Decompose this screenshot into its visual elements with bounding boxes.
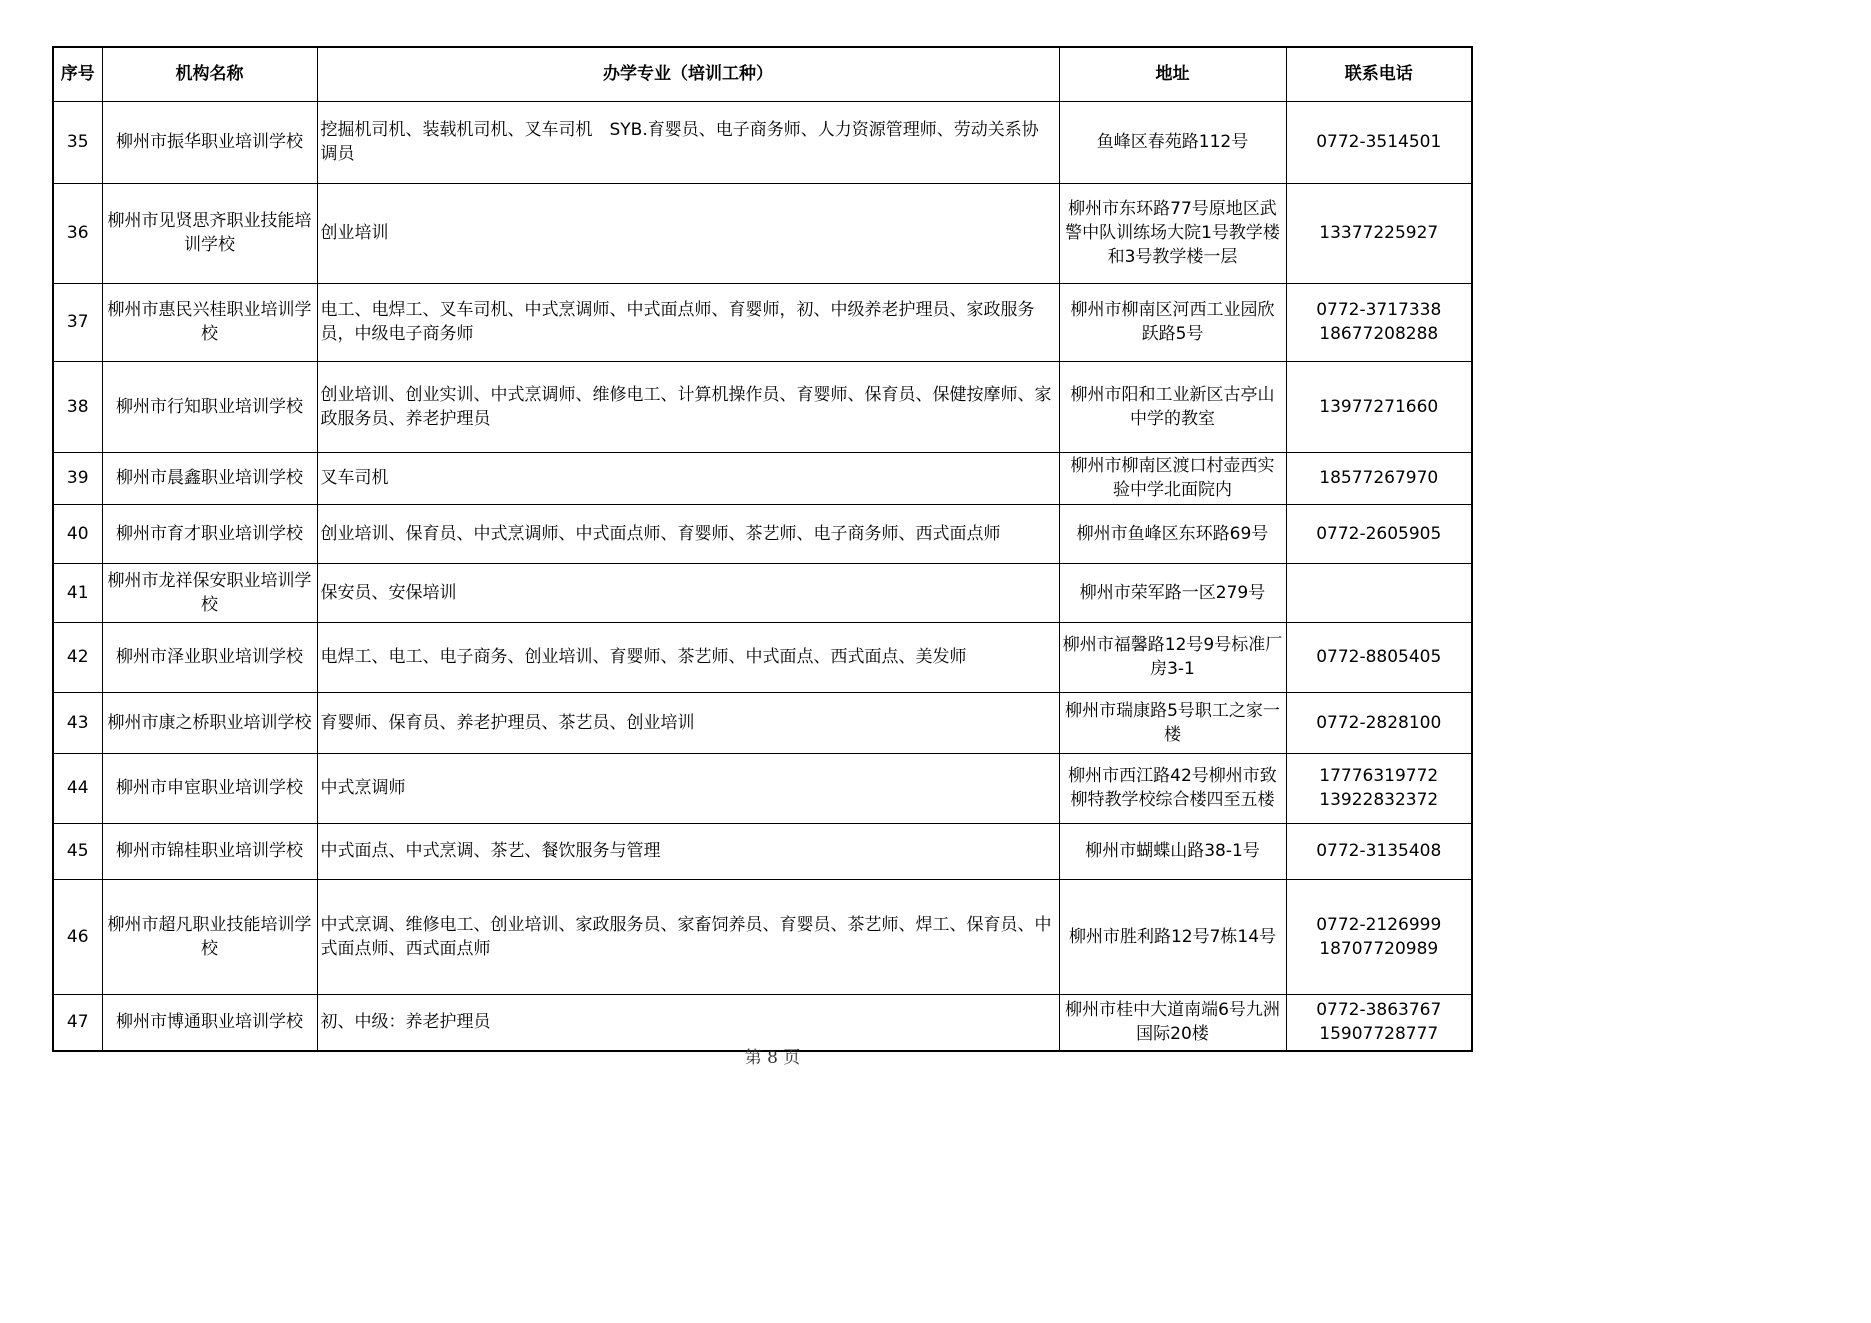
cell-serial-number: 36: [53, 183, 102, 283]
cell-institution-name: 柳州市泽业职业培训学校: [102, 622, 317, 692]
cell-phone: 13977271660: [1286, 361, 1472, 452]
cell-programs: 中式烹调、维修电工、创业培训、家政服务员、家畜饲养员、育婴员、茶艺师、焊工、保育员、中式面点师、西式面点师: [317, 879, 1059, 994]
cell-phone: 17776319772 13922832372: [1286, 753, 1472, 823]
cell-address: 柳州市西江路42号柳州市致柳特教学校综合楼四至五楼: [1059, 753, 1286, 823]
cell-serial-number: 37: [53, 283, 102, 361]
cell-serial-number: 39: [53, 452, 102, 504]
cell-address: 柳州市鱼峰区东环路69号: [1059, 504, 1286, 563]
cell-address: 柳州市瑞康路5号职工之家一楼: [1059, 692, 1286, 753]
cell-serial-number: 40: [53, 504, 102, 563]
table-body: [53, 101, 1472, 1051]
cell-institution-name: 柳州市康之桥职业培训学校: [102, 692, 317, 753]
table-row: [53, 692, 1472, 753]
cell-address: 鱼峰区春苑路112号: [1059, 101, 1286, 183]
cell-phone: 0772-3863767 15907728777: [1286, 994, 1472, 1051]
cell-programs: 挖掘机司机、装载机司机、叉车司机 SYB.育婴员、电子商务师、人力资源管理师、劳动关系协调员: [317, 101, 1059, 183]
cell-institution-name: 柳州市博通职业培训学校: [102, 994, 317, 1051]
table-row: [53, 879, 1472, 994]
cell-phone: 0772-8805405: [1286, 622, 1472, 692]
cell-programs: 创业培训、创业实训、中式烹调师、维修电工、计算机操作员、育婴师、保育员、保健按摩师、家政服务员、养老护理员: [317, 361, 1059, 452]
cell-programs: 创业培训: [317, 183, 1059, 283]
page-number: 第 8 页: [744, 1048, 801, 1068]
cell-phone: [1286, 563, 1472, 622]
table-row: [53, 183, 1472, 283]
cell-address: 柳州市柳南区河西工业园欣跃路5号: [1059, 283, 1286, 361]
cell-institution-name: 柳州市龙祥保安职业培训学校: [102, 563, 317, 622]
header-phone: 联系电话: [1286, 47, 1472, 101]
cell-address: 柳州市荣军路一区279号: [1059, 563, 1286, 622]
table-row: [53, 361, 1472, 452]
header-programs: 办学专业（培训工种）: [317, 47, 1059, 101]
cell-serial-number: 44: [53, 753, 102, 823]
cell-serial-number: 45: [53, 823, 102, 879]
cell-programs: 初、中级：养老护理员: [317, 994, 1059, 1051]
cell-institution-name: 柳州市行知职业培训学校: [102, 361, 317, 452]
cell-serial-number: 38: [53, 361, 102, 452]
cell-phone: 0772-2828100: [1286, 692, 1472, 753]
cell-serial-number: 46: [53, 879, 102, 994]
cell-phone: 13377225927: [1286, 183, 1472, 283]
cell-institution-name: 柳州市惠民兴桂职业培训学校: [102, 283, 317, 361]
table-row: [53, 452, 1472, 504]
cell-programs: 电工、电焊工、叉车司机、中式烹调师、中式面点师、育婴师，初、中级养老护理员、家政服务员，中级电子商务师: [317, 283, 1059, 361]
header-institution-name: 机构名称: [102, 47, 317, 101]
cell-serial-number: 43: [53, 692, 102, 753]
cell-phone: 0772-2605905: [1286, 504, 1472, 563]
cell-institution-name: 柳州市振华职业培训学校: [102, 101, 317, 183]
table-row: [53, 504, 1472, 563]
cell-address: 柳州市胜利路12号7栋14号: [1059, 879, 1286, 994]
cell-phone: 0772-2126999 18707720989: [1286, 879, 1472, 994]
table-row: [53, 622, 1472, 692]
header-address: 地址: [1059, 47, 1286, 101]
cell-address: 柳州市福馨路12号9号标准厂房3-1: [1059, 622, 1286, 692]
cell-address: 柳州市蝴蝶山路38-1号: [1059, 823, 1286, 879]
table-row: [53, 283, 1472, 361]
cell-programs: 中式烹调师: [317, 753, 1059, 823]
cell-institution-name: 柳州市晨鑫职业培训学校: [102, 452, 317, 504]
cell-serial-number: 47: [53, 994, 102, 1051]
cell-programs: 育婴师、保育员、养老护理员、茶艺员、创业培训: [317, 692, 1059, 753]
cell-address: 柳州市东环路77号原地区武警中队训练场大院1号教学楼和3号教学楼一层: [1059, 183, 1286, 283]
header-serial-number: 序号: [53, 47, 102, 101]
cell-programs: 中式面点、中式烹调、茶艺、餐饮服务与管理: [317, 823, 1059, 879]
institution-table: [52, 46, 1473, 1052]
cell-phone: 18577267970: [1286, 452, 1472, 504]
cell-programs: 叉车司机: [317, 452, 1059, 504]
table-row: [53, 753, 1472, 823]
table-row: [53, 563, 1472, 622]
cell-address: 柳州市柳南区渡口村壶西实验中学北面院内: [1059, 452, 1286, 504]
cell-programs: 电焊工、电工、电子商务、创业培训、育婴师、茶艺师、中式面点、西式面点、美发师: [317, 622, 1059, 692]
cell-institution-name: 柳州市见贤思齐职业技能培训学校: [102, 183, 317, 283]
cell-serial-number: 42: [53, 622, 102, 692]
cell-institution-name: 柳州市育才职业培训学校: [102, 504, 317, 563]
cell-address: 柳州市桂中大道南端6号九洲国际20楼: [1059, 994, 1286, 1051]
cell-programs: 创业培训、保育员、中式烹调师、中式面点师、育婴师、茶艺师、电子商务师、西式面点师: [317, 504, 1059, 563]
table-row: [53, 101, 1472, 183]
cell-institution-name: 柳州市锦桂职业培训学校: [102, 823, 317, 879]
cell-serial-number: 41: [53, 563, 102, 622]
cell-phone: 0772-3135408: [1286, 823, 1472, 879]
cell-programs: 保安员、安保培训: [317, 563, 1059, 622]
table-row: [53, 823, 1472, 879]
cell-address: 柳州市阳和工业新区古亭山中学的教室: [1059, 361, 1286, 452]
cell-institution-name: 柳州市申宦职业培训学校: [102, 753, 317, 823]
table-header-row: [53, 47, 1472, 101]
cell-phone: 0772-3717338 18677208288: [1286, 283, 1472, 361]
cell-phone: 0772-3514501: [1286, 101, 1472, 183]
cell-institution-name: 柳州市超凡职业技能培训学校: [102, 879, 317, 994]
cell-serial-number: 35: [53, 101, 102, 183]
